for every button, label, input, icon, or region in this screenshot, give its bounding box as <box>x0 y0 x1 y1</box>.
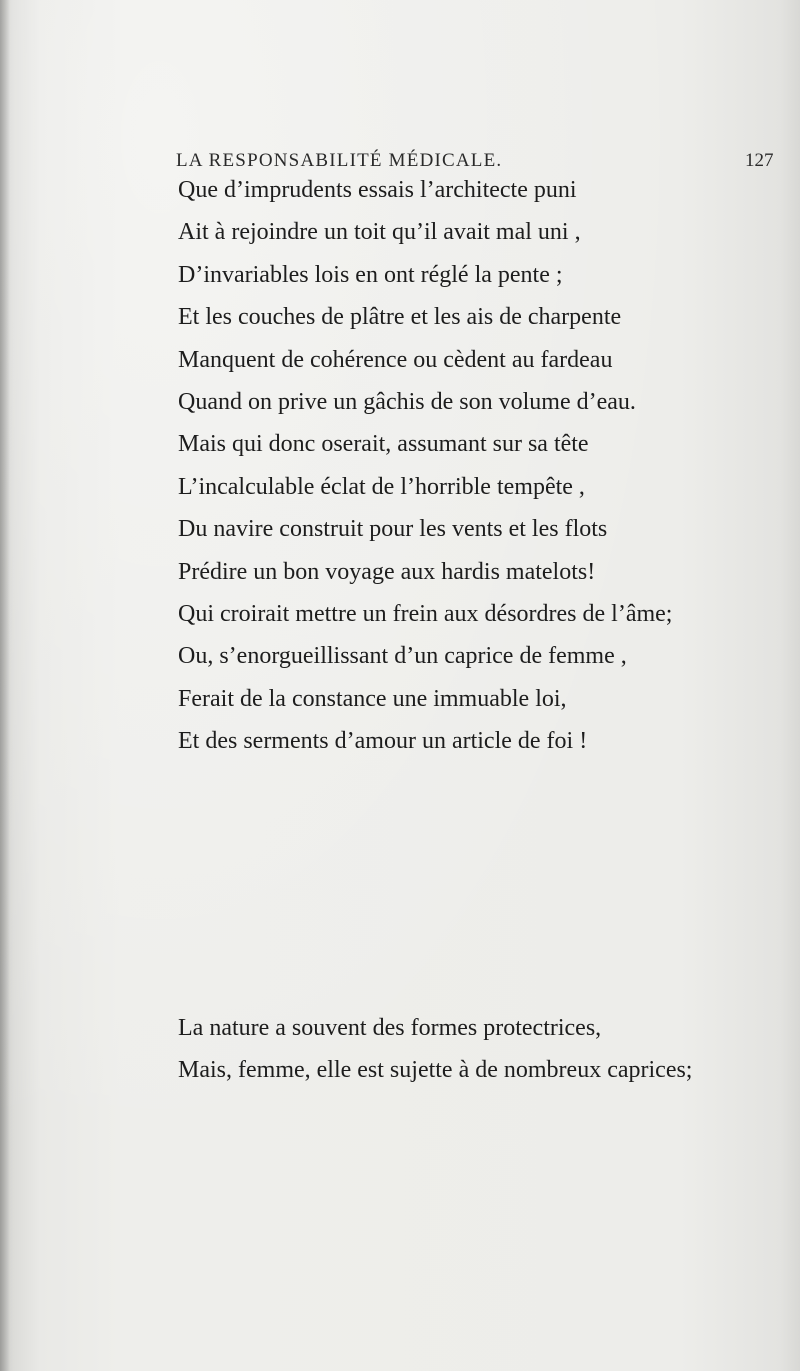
poem-line: Ou, s’enorgueillissant d’un caprice de femme , <box>178 643 627 670</box>
poem-line: L’incalculable éclat de l’horrible tempête , <box>178 473 585 500</box>
poem-line: Mais qui donc oserait, assumant sur sa tête <box>178 431 589 458</box>
poem-line: Du navire construit pour les vents et les flots <box>178 516 608 543</box>
poem-line: Manquent de cohérence ou cèdent au fardeau <box>178 346 613 373</box>
poem-line: Et des serments d’amour un article de foi ! <box>178 728 588 755</box>
poem-line: Qui croirait mettre un frein aux désordres de l’âme; <box>178 600 673 627</box>
poem-line: D’invariables lois en ont réglé la pente ; <box>178 261 563 288</box>
poem-line: Quand on prive un gâchis de son volume d’eau. <box>178 388 636 415</box>
page-gutter-shadow <box>0 0 10 1371</box>
running-title: LA RESPONSABILITÉ MÉDICALE. <box>176 150 503 171</box>
poem-stanza-2 <box>178 1007 692 1092</box>
poem-line: Ferait de la constance une immuable loi, <box>178 685 567 712</box>
page-number: 127 <box>745 150 774 171</box>
poem-line: Mais, femme, elle est sujette à de nombreux caprices; <box>178 1057 693 1084</box>
poem-line: Ait à rejoindre un toit qu’il avait mal uni , <box>178 219 581 246</box>
poem-line: La nature a souvent des formes protectrices, <box>178 1015 602 1041</box>
poem-stanza-1 <box>178 169 672 762</box>
poem-line: Prédire un bon voyage aux hardis matelots! <box>178 558 596 585</box>
poem-line: Que d’imprudents essais l’architecte puni <box>178 177 577 203</box>
poem-line: Et les couches de plâtre et les ais de charpente <box>178 304 622 331</box>
